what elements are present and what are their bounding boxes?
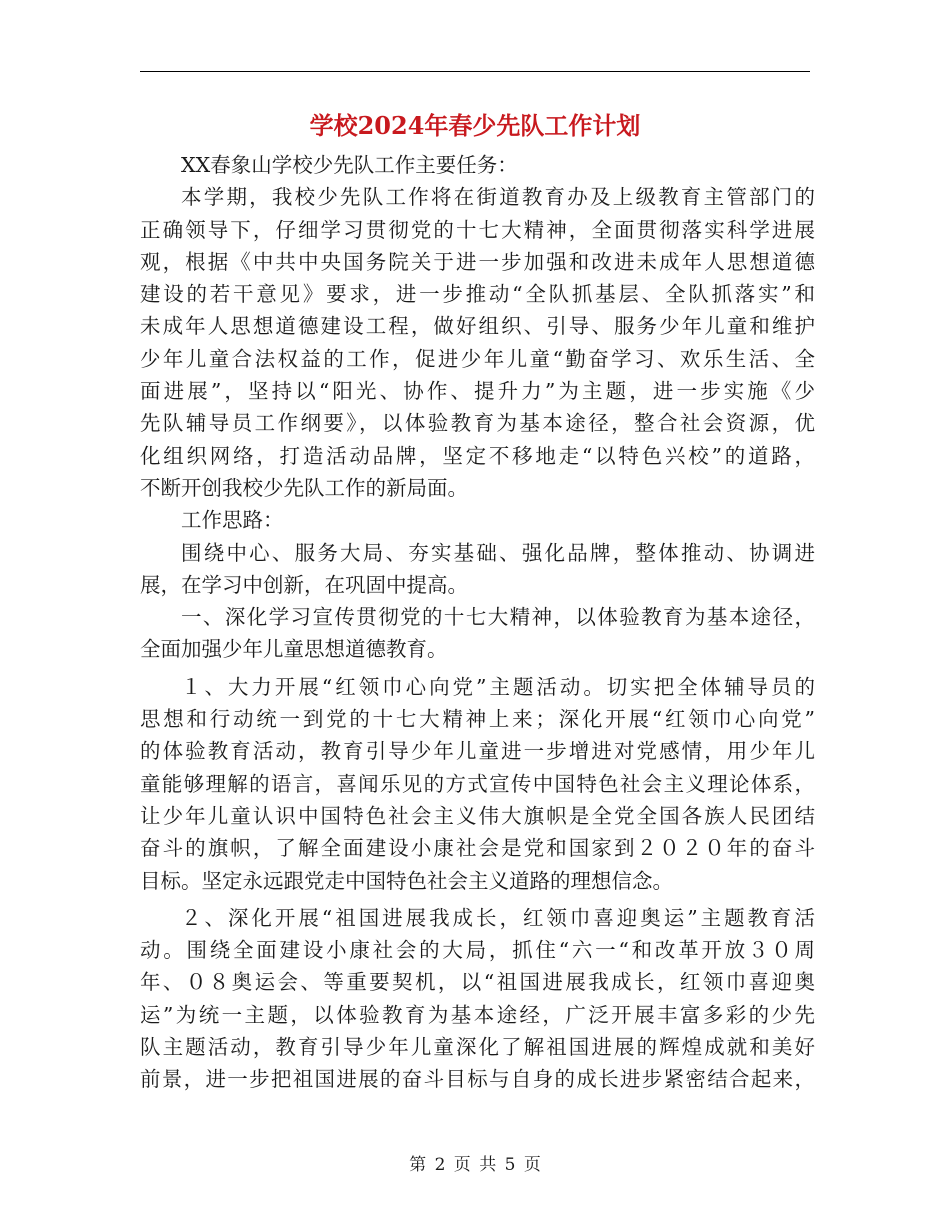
paragraph-line: 队主题活动，教育引导少年儿童深化了解祖国进展的辉煌成就和美好 [140, 1035, 815, 1060]
paragraph-line: 童能够理解的语言，喜闻乐见的方式宣传中国特色社会主义理论体系， [140, 771, 815, 796]
paragraph-line: 先队辅导员工作纲要》，以体验教育为基本途径，整合社会资源，优 [140, 411, 815, 436]
document-body [140, 149, 815, 1096]
paragraph-line: 观，根据《中共中央国务院关于进一步加强和改进未成年人思想道德 [140, 249, 815, 274]
paragraph-line: 目标。坚定永远跟党走中国特色社会主义道路的理想信念。 [140, 868, 673, 893]
paragraph-line: 让少年儿童认识中国特色社会主义伟大旗帜是全党全国各族人民团结 [140, 803, 815, 828]
paragraph-line: ２、深化开展“祖国进展我成长，红领巾喜迎奥运”主题教育活 [181, 905, 815, 930]
paragraph-line: 建设的若干意见》要求，进一步推动“全队抓基层、全队抓落实”和 [140, 282, 815, 307]
paragraph-line: 动。围绕全面建设小康社会的大局，抓住“六一“和改革开放３０周 [140, 938, 815, 963]
section-heading: 一、深化学习宣传贯彻党的十七大精神，以体验教育为基本途径， [181, 605, 815, 630]
paragraph-line: 思想和行动统一到党的十七大精神上来；深化开展“红领巾心向党” [140, 707, 815, 732]
paragraph-line: 不断开创我校少先队工作的新局面。 [140, 475, 468, 500]
paragraph-line: 的体验教育活动，教育引导少年儿童进一步增进对党感情，用少年儿 [140, 739, 815, 764]
paragraph-line: １、大力开展“红领巾心向党”主题活动。切实把全体辅导员的 [181, 674, 815, 699]
paragraph-line: 少年儿童合法权益的工作，促进少年儿童“勤奋学习、欢乐生活、全 [140, 346, 815, 371]
page-number: 第 2 页 共 5 页 [409, 1155, 541, 1175]
paragraph-line: 面进展”，坚持以“阳光、协作、提升力”为主题，进一步实施《少 [140, 379, 815, 404]
paragraph-line: 化组织网络，打造活动品牌，坚定不移地走“以特色兴校”的道路， [140, 443, 815, 468]
section-heading: 全面加强少年儿童思想道德教育。 [140, 637, 448, 662]
paragraph-line: 未成年人思想道德建设工程，做好组织、引导、服务少年儿童和维护 [140, 314, 815, 339]
document-title: 学校2024年春少先队工作计划 [309, 111, 641, 140]
paragraph-line: 本学期，我校少先队工作将在街道教育办及上级教育主管部门的 [181, 185, 815, 210]
section-heading: 工作思路： [181, 508, 284, 533]
paragraph-line: 正确领导下，仔细学习贯彻党的十七大精神，全面贯彻落实科学进展 [140, 217, 815, 242]
header-rule [140, 71, 810, 72]
paragraph-line: 围绕中心、服务大局、夯实基础、强化品牌，整体推动、协调进 [181, 540, 815, 565]
paragraph-line: 奋斗的旗帜，了解全面建设小康社会是党和国家到２０２０年的奋斗 [140, 836, 815, 861]
paragraph-line: 年、０８奥运会、等重要契机，以“祖国进展我成长，红领巾喜迎奥 [140, 970, 815, 995]
paragraph-line: 展，在学习中创新，在巩固中提高。 [140, 572, 468, 597]
paragraph-line: XX春象山学校少先队工作主要任务： [181, 153, 518, 177]
paragraph-line: 运”为统一主题，以体验教育为基本途经，广泛开展丰富多彩的少先 [140, 1002, 815, 1027]
paragraph-line: 前景，进一步把祖国进展的奋斗目标与自身的成长进步紧密结合起来， [140, 1067, 815, 1092]
